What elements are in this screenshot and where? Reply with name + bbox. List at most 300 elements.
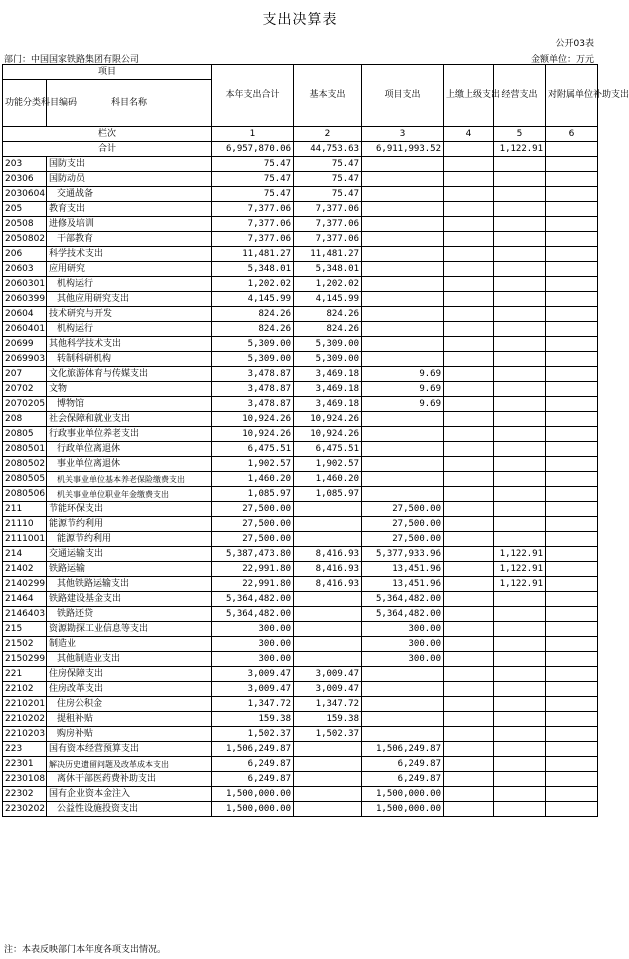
row-col3: 13,451.96	[362, 577, 444, 592]
row-func-code: 21402	[3, 562, 47, 577]
row-col5	[494, 472, 546, 487]
row-col6	[546, 712, 598, 727]
row-func-code: 21110	[3, 517, 47, 532]
row-col2	[294, 802, 362, 817]
row-col6	[546, 757, 598, 772]
row-subject-name: 国有企业资本金注入	[47, 787, 212, 802]
table-row	[3, 262, 598, 277]
row-col5	[494, 532, 546, 547]
table-row	[3, 622, 598, 637]
row-col6	[546, 577, 598, 592]
table-body	[3, 157, 598, 817]
row-col4	[444, 607, 494, 622]
row-col6	[546, 397, 598, 412]
row-col3: 300.00	[362, 637, 444, 652]
table-row	[3, 802, 598, 817]
row-col1: 5,348.01	[212, 262, 294, 277]
row-col3	[362, 187, 444, 202]
table-row	[3, 727, 598, 742]
row-func-code: 208	[3, 412, 47, 427]
row-col1: 10,924.26	[212, 412, 294, 427]
row-col5: 1,122.91	[494, 577, 546, 592]
row-col6	[546, 787, 598, 802]
row-col3	[362, 202, 444, 217]
row-col1: 75.47	[212, 172, 294, 187]
row-col3	[362, 172, 444, 187]
row-func-code: 2050802	[3, 232, 47, 247]
row-col5	[494, 637, 546, 652]
row-func-code: 2210203	[3, 727, 47, 742]
row-col2: 824.26	[294, 307, 362, 322]
table-row	[3, 712, 598, 727]
row-col5	[494, 172, 546, 187]
row-subject-name: 购房补贴	[47, 727, 212, 742]
table-row	[3, 637, 598, 652]
row-col4	[444, 697, 494, 712]
row-col3: 300.00	[362, 652, 444, 667]
row-col6	[546, 172, 598, 187]
row-func-code: 206	[3, 247, 47, 262]
row-col5	[494, 262, 546, 277]
row-col3	[362, 712, 444, 727]
row-col2: 1,502.37	[294, 727, 362, 742]
table-row	[3, 442, 598, 457]
row-col2: 1,460.20	[294, 472, 362, 487]
department-label: 部门：中国国家铁路集团有限公司	[4, 55, 140, 65]
row-col3	[362, 307, 444, 322]
row-col3	[362, 277, 444, 292]
row-col4	[444, 472, 494, 487]
row-col3: 27,500.00	[362, 532, 444, 547]
row-subject-name: 转制科研机构	[47, 352, 212, 367]
row-col2: 75.47	[294, 172, 362, 187]
expenditure-table	[2, 64, 629, 817]
row-col1: 1,347.72	[212, 697, 294, 712]
table-row	[3, 292, 598, 307]
row-func-code: 2080506	[3, 487, 47, 502]
row-col2	[294, 517, 362, 532]
row-col6	[546, 457, 598, 472]
row-col2: 1,347.72	[294, 697, 362, 712]
col-number-5: 5	[494, 127, 546, 142]
row-col4	[444, 742, 494, 757]
row-col6	[546, 277, 598, 292]
row-subject-name: 铁路建设基金支出	[47, 592, 212, 607]
row-subject-name: 国防支出	[47, 157, 212, 172]
row-col3	[362, 682, 444, 697]
row-col4	[444, 502, 494, 517]
row-col1: 7,377.06	[212, 232, 294, 247]
row-col4	[444, 232, 494, 247]
row-col1: 27,500.00	[212, 502, 294, 517]
row-col3: 5,364,482.00	[362, 592, 444, 607]
row-func-code: 22301	[3, 757, 47, 772]
table-row	[3, 472, 598, 487]
row-col5	[494, 697, 546, 712]
row-subject-name: 国防动员	[47, 172, 212, 187]
row-func-code: 2140299	[3, 577, 47, 592]
row-col4	[444, 337, 494, 352]
row-col6	[546, 502, 598, 517]
row-func-code: 2080501	[3, 442, 47, 457]
row-col5	[494, 502, 546, 517]
row-col2: 5,309.00	[294, 352, 362, 367]
col-number-4: 4	[444, 127, 494, 142]
row-col5	[494, 517, 546, 532]
row-subject-name: 技术研究与开发	[47, 307, 212, 322]
row-col6	[546, 337, 598, 352]
row-col3: 1,506,249.87	[362, 742, 444, 757]
row-subject-name: 其他制造业支出	[47, 652, 212, 667]
row-func-code: 20702	[3, 382, 47, 397]
row-col1: 300.00	[212, 622, 294, 637]
total-col4	[444, 142, 494, 157]
row-col5	[494, 457, 546, 472]
row-col4	[444, 547, 494, 562]
row-col5	[494, 787, 546, 802]
table-row	[3, 502, 598, 517]
row-subject-name: 铁路运输	[47, 562, 212, 577]
col-total-header: 本年支出合计	[212, 65, 294, 127]
row-col2: 8,416.93	[294, 547, 362, 562]
row-col6	[546, 262, 598, 277]
row-col3: 9.69	[362, 367, 444, 382]
row-col3	[362, 472, 444, 487]
row-col4	[444, 712, 494, 727]
total-col5: 1,122.91	[494, 142, 546, 157]
row-subject-name: 能源节约利用	[47, 532, 212, 547]
row-col5	[494, 607, 546, 622]
row-subject-name: 交通战备	[47, 187, 212, 202]
row-col4	[444, 247, 494, 262]
row-col1: 3,009.47	[212, 682, 294, 697]
row-col1: 1,500,000.00	[212, 802, 294, 817]
row-col1: 1,202.02	[212, 277, 294, 292]
row-func-code: 215	[3, 622, 47, 637]
row-col5	[494, 712, 546, 727]
row-func-code: 221	[3, 667, 47, 682]
row-col2: 4,145.99	[294, 292, 362, 307]
row-subject-name: 资源勘探工业信息等支出	[47, 622, 212, 637]
table-row	[3, 412, 598, 427]
row-col2	[294, 607, 362, 622]
row-subject-name: 机构运行	[47, 277, 212, 292]
row-col6	[546, 532, 598, 547]
row-col1: 10,924.26	[212, 427, 294, 442]
row-col6	[546, 682, 598, 697]
table-row	[3, 352, 598, 367]
row-col2: 159.38	[294, 712, 362, 727]
row-col1: 1,902.57	[212, 457, 294, 472]
col-subsidy-header: 对附属单位补助支出	[546, 65, 598, 127]
row-func-code: 2030604	[3, 187, 47, 202]
row-col2: 75.47	[294, 187, 362, 202]
table-row	[3, 787, 598, 802]
row-col6	[546, 472, 598, 487]
table-row	[3, 577, 598, 592]
row-subject-name: 文物	[47, 382, 212, 397]
row-col2: 11,481.27	[294, 247, 362, 262]
row-col4	[444, 802, 494, 817]
row-col4	[444, 517, 494, 532]
row-col4	[444, 322, 494, 337]
row-col2: 10,924.26	[294, 427, 362, 442]
row-col1: 1,085.97	[212, 487, 294, 502]
col-number-3: 3	[362, 127, 444, 142]
row-subject-name: 博物馆	[47, 397, 212, 412]
row-col4	[444, 487, 494, 502]
row-col1: 6,249.87	[212, 772, 294, 787]
row-func-code: 21464	[3, 592, 47, 607]
table-row	[3, 757, 598, 772]
row-subject-name: 提租补贴	[47, 712, 212, 727]
row-col5	[494, 592, 546, 607]
table-row	[3, 682, 598, 697]
row-col5	[494, 337, 546, 352]
footnote: 注：本表反映部门本年度各项支出情况。	[4, 945, 167, 955]
row-col6	[546, 562, 598, 577]
row-col3: 27,500.00	[362, 502, 444, 517]
row-col1: 1,500,000.00	[212, 787, 294, 802]
col-number-1: 1	[212, 127, 294, 142]
row-col4	[444, 592, 494, 607]
row-col2: 3,009.47	[294, 667, 362, 682]
table-row	[3, 487, 598, 502]
row-func-code: 2210201	[3, 697, 47, 712]
row-subject-name: 进修及培训	[47, 217, 212, 232]
row-col2	[294, 502, 362, 517]
table-row	[3, 367, 598, 382]
row-subject-name: 铁路还贷	[47, 607, 212, 622]
row-col3: 13,451.96	[362, 562, 444, 577]
row-col5	[494, 202, 546, 217]
row-col5	[494, 802, 546, 817]
row-col2	[294, 742, 362, 757]
row-col4	[444, 562, 494, 577]
row-col2: 6,475.51	[294, 442, 362, 457]
table-row	[3, 217, 598, 232]
row-col1: 5,309.00	[212, 352, 294, 367]
row-col6	[546, 412, 598, 427]
row-col4	[444, 442, 494, 457]
row-col6	[546, 322, 598, 337]
row-col3: 1,500,000.00	[362, 802, 444, 817]
row-func-code: 20306	[3, 172, 47, 187]
row-col2: 10,924.26	[294, 412, 362, 427]
row-col3	[362, 292, 444, 307]
row-col1: 1,506,249.87	[212, 742, 294, 757]
row-func-code: 20603	[3, 262, 47, 277]
row-func-code: 2060401	[3, 322, 47, 337]
row-col2: 3,469.18	[294, 382, 362, 397]
table-row	[3, 187, 598, 202]
row-col3: 1,500,000.00	[362, 787, 444, 802]
row-col6	[546, 607, 598, 622]
row-col4	[444, 262, 494, 277]
row-col1: 75.47	[212, 157, 294, 172]
total-row	[3, 142, 598, 157]
func-code-header: 功能分类科目编码	[3, 80, 47, 127]
table-row	[3, 532, 598, 547]
row-func-code: 2146403	[3, 607, 47, 622]
row-col1: 6,475.51	[212, 442, 294, 457]
row-col2: 8,416.93	[294, 577, 362, 592]
row-col5	[494, 292, 546, 307]
row-func-code: 2080502	[3, 457, 47, 472]
row-col6	[546, 487, 598, 502]
row-col6	[546, 652, 598, 667]
row-col2	[294, 622, 362, 637]
row-col3: 5,364,482.00	[362, 607, 444, 622]
table-row	[3, 277, 598, 292]
row-col2: 3,469.18	[294, 367, 362, 382]
row-col3	[362, 322, 444, 337]
table-row	[3, 382, 598, 397]
row-col4	[444, 367, 494, 382]
row-col5	[494, 682, 546, 697]
row-col5: 1,122.91	[494, 562, 546, 577]
row-col4	[444, 157, 494, 172]
row-col6	[546, 307, 598, 322]
row-col5	[494, 757, 546, 772]
row-col5	[494, 232, 546, 247]
row-col4	[444, 397, 494, 412]
row-col5	[494, 307, 546, 322]
row-col6	[546, 232, 598, 247]
row-col1: 75.47	[212, 187, 294, 202]
total-col3: 6,911,993.52	[362, 142, 444, 157]
row-col4	[444, 652, 494, 667]
row-col4	[444, 307, 494, 322]
column-number-row	[3, 127, 598, 142]
row-col4	[444, 682, 494, 697]
total-label: 合计	[3, 142, 212, 157]
row-subject-name: 解决历史遗留问题及改革成本支出	[47, 757, 212, 772]
row-col1: 3,478.87	[212, 367, 294, 382]
row-col2: 1,902.57	[294, 457, 362, 472]
row-col3	[362, 412, 444, 427]
row-col5	[494, 382, 546, 397]
row-col1: 7,377.06	[212, 217, 294, 232]
row-col5	[494, 652, 546, 667]
row-col6	[546, 217, 598, 232]
row-col3	[362, 442, 444, 457]
row-col6	[546, 292, 598, 307]
total-col2: 44,753.63	[294, 142, 362, 157]
row-subject-name: 能源节约利用	[47, 517, 212, 532]
row-subject-name: 机关事业单位基本养老保险缴费支出	[47, 472, 212, 487]
row-col2: 3,009.47	[294, 682, 362, 697]
row-col4	[444, 457, 494, 472]
row-subject-name: 住房公积金	[47, 697, 212, 712]
row-col1: 5,364,482.00	[212, 607, 294, 622]
row-func-code: 21502	[3, 637, 47, 652]
row-col6	[546, 772, 598, 787]
row-func-code: 2111001	[3, 532, 47, 547]
row-subject-name: 制造业	[47, 637, 212, 652]
table-row	[3, 457, 598, 472]
header-row-1	[3, 65, 598, 80]
row-col3	[362, 337, 444, 352]
row-col4	[444, 667, 494, 682]
row-subject-name: 住房保障支出	[47, 667, 212, 682]
row-col5	[494, 727, 546, 742]
item-group-header: 项目	[3, 65, 212, 80]
row-col6	[546, 382, 598, 397]
row-subject-name: 机关事业单位职业年金缴费支出	[47, 487, 212, 502]
row-subject-name: 机构运行	[47, 322, 212, 337]
row-col2	[294, 652, 362, 667]
row-col3	[362, 217, 444, 232]
row-col5	[494, 247, 546, 262]
total-col1: 6,957,870.06	[212, 142, 294, 157]
row-subject-name: 教育支出	[47, 202, 212, 217]
row-subject-name: 住房改革支出	[47, 682, 212, 697]
row-col3	[362, 427, 444, 442]
row-col5	[494, 367, 546, 382]
row-col5	[494, 187, 546, 202]
row-col1: 27,500.00	[212, 517, 294, 532]
row-col3	[362, 352, 444, 367]
row-col1: 3,478.87	[212, 382, 294, 397]
row-subject-name: 应用研究	[47, 262, 212, 277]
row-col5	[494, 217, 546, 232]
row-col1: 3,478.87	[212, 397, 294, 412]
row-col1: 5,364,482.00	[212, 592, 294, 607]
row-func-code: 20508	[3, 217, 47, 232]
row-func-code: 2150299	[3, 652, 47, 667]
row-col5	[494, 352, 546, 367]
row-col6	[546, 742, 598, 757]
row-col6	[546, 202, 598, 217]
row-subject-name: 离休干部医药费补助支出	[47, 772, 212, 787]
row-func-code: 207	[3, 367, 47, 382]
row-col2: 7,377.06	[294, 202, 362, 217]
row-col5: 1,122.91	[494, 547, 546, 562]
row-col4	[444, 532, 494, 547]
row-col2	[294, 532, 362, 547]
row-col5	[494, 772, 546, 787]
row-func-code: 2070205	[3, 397, 47, 412]
row-subject-name: 公益性设施投资支出	[47, 802, 212, 817]
row-col3	[362, 157, 444, 172]
row-col4	[444, 787, 494, 802]
table-row	[3, 427, 598, 442]
row-col2: 3,469.18	[294, 397, 362, 412]
row-col6	[546, 802, 598, 817]
table-row	[3, 322, 598, 337]
row-col4	[444, 727, 494, 742]
row-func-code: 20805	[3, 427, 47, 442]
row-col4	[444, 217, 494, 232]
row-func-code: 2210202	[3, 712, 47, 727]
row-col3: 9.69	[362, 382, 444, 397]
col-number-6: 6	[546, 127, 598, 142]
row-col2	[294, 787, 362, 802]
row-col4	[444, 382, 494, 397]
row-subject-name: 节能环保支出	[47, 502, 212, 517]
row-col3: 5,377,933.96	[362, 547, 444, 562]
row-col2	[294, 757, 362, 772]
table-row	[3, 157, 598, 172]
row-subject-name: 行政事业单位养老支出	[47, 427, 212, 442]
row-col6	[546, 187, 598, 202]
row-col5	[494, 277, 546, 292]
row-col6	[546, 727, 598, 742]
row-col4	[444, 757, 494, 772]
row-col5	[494, 622, 546, 637]
table-row	[3, 547, 598, 562]
